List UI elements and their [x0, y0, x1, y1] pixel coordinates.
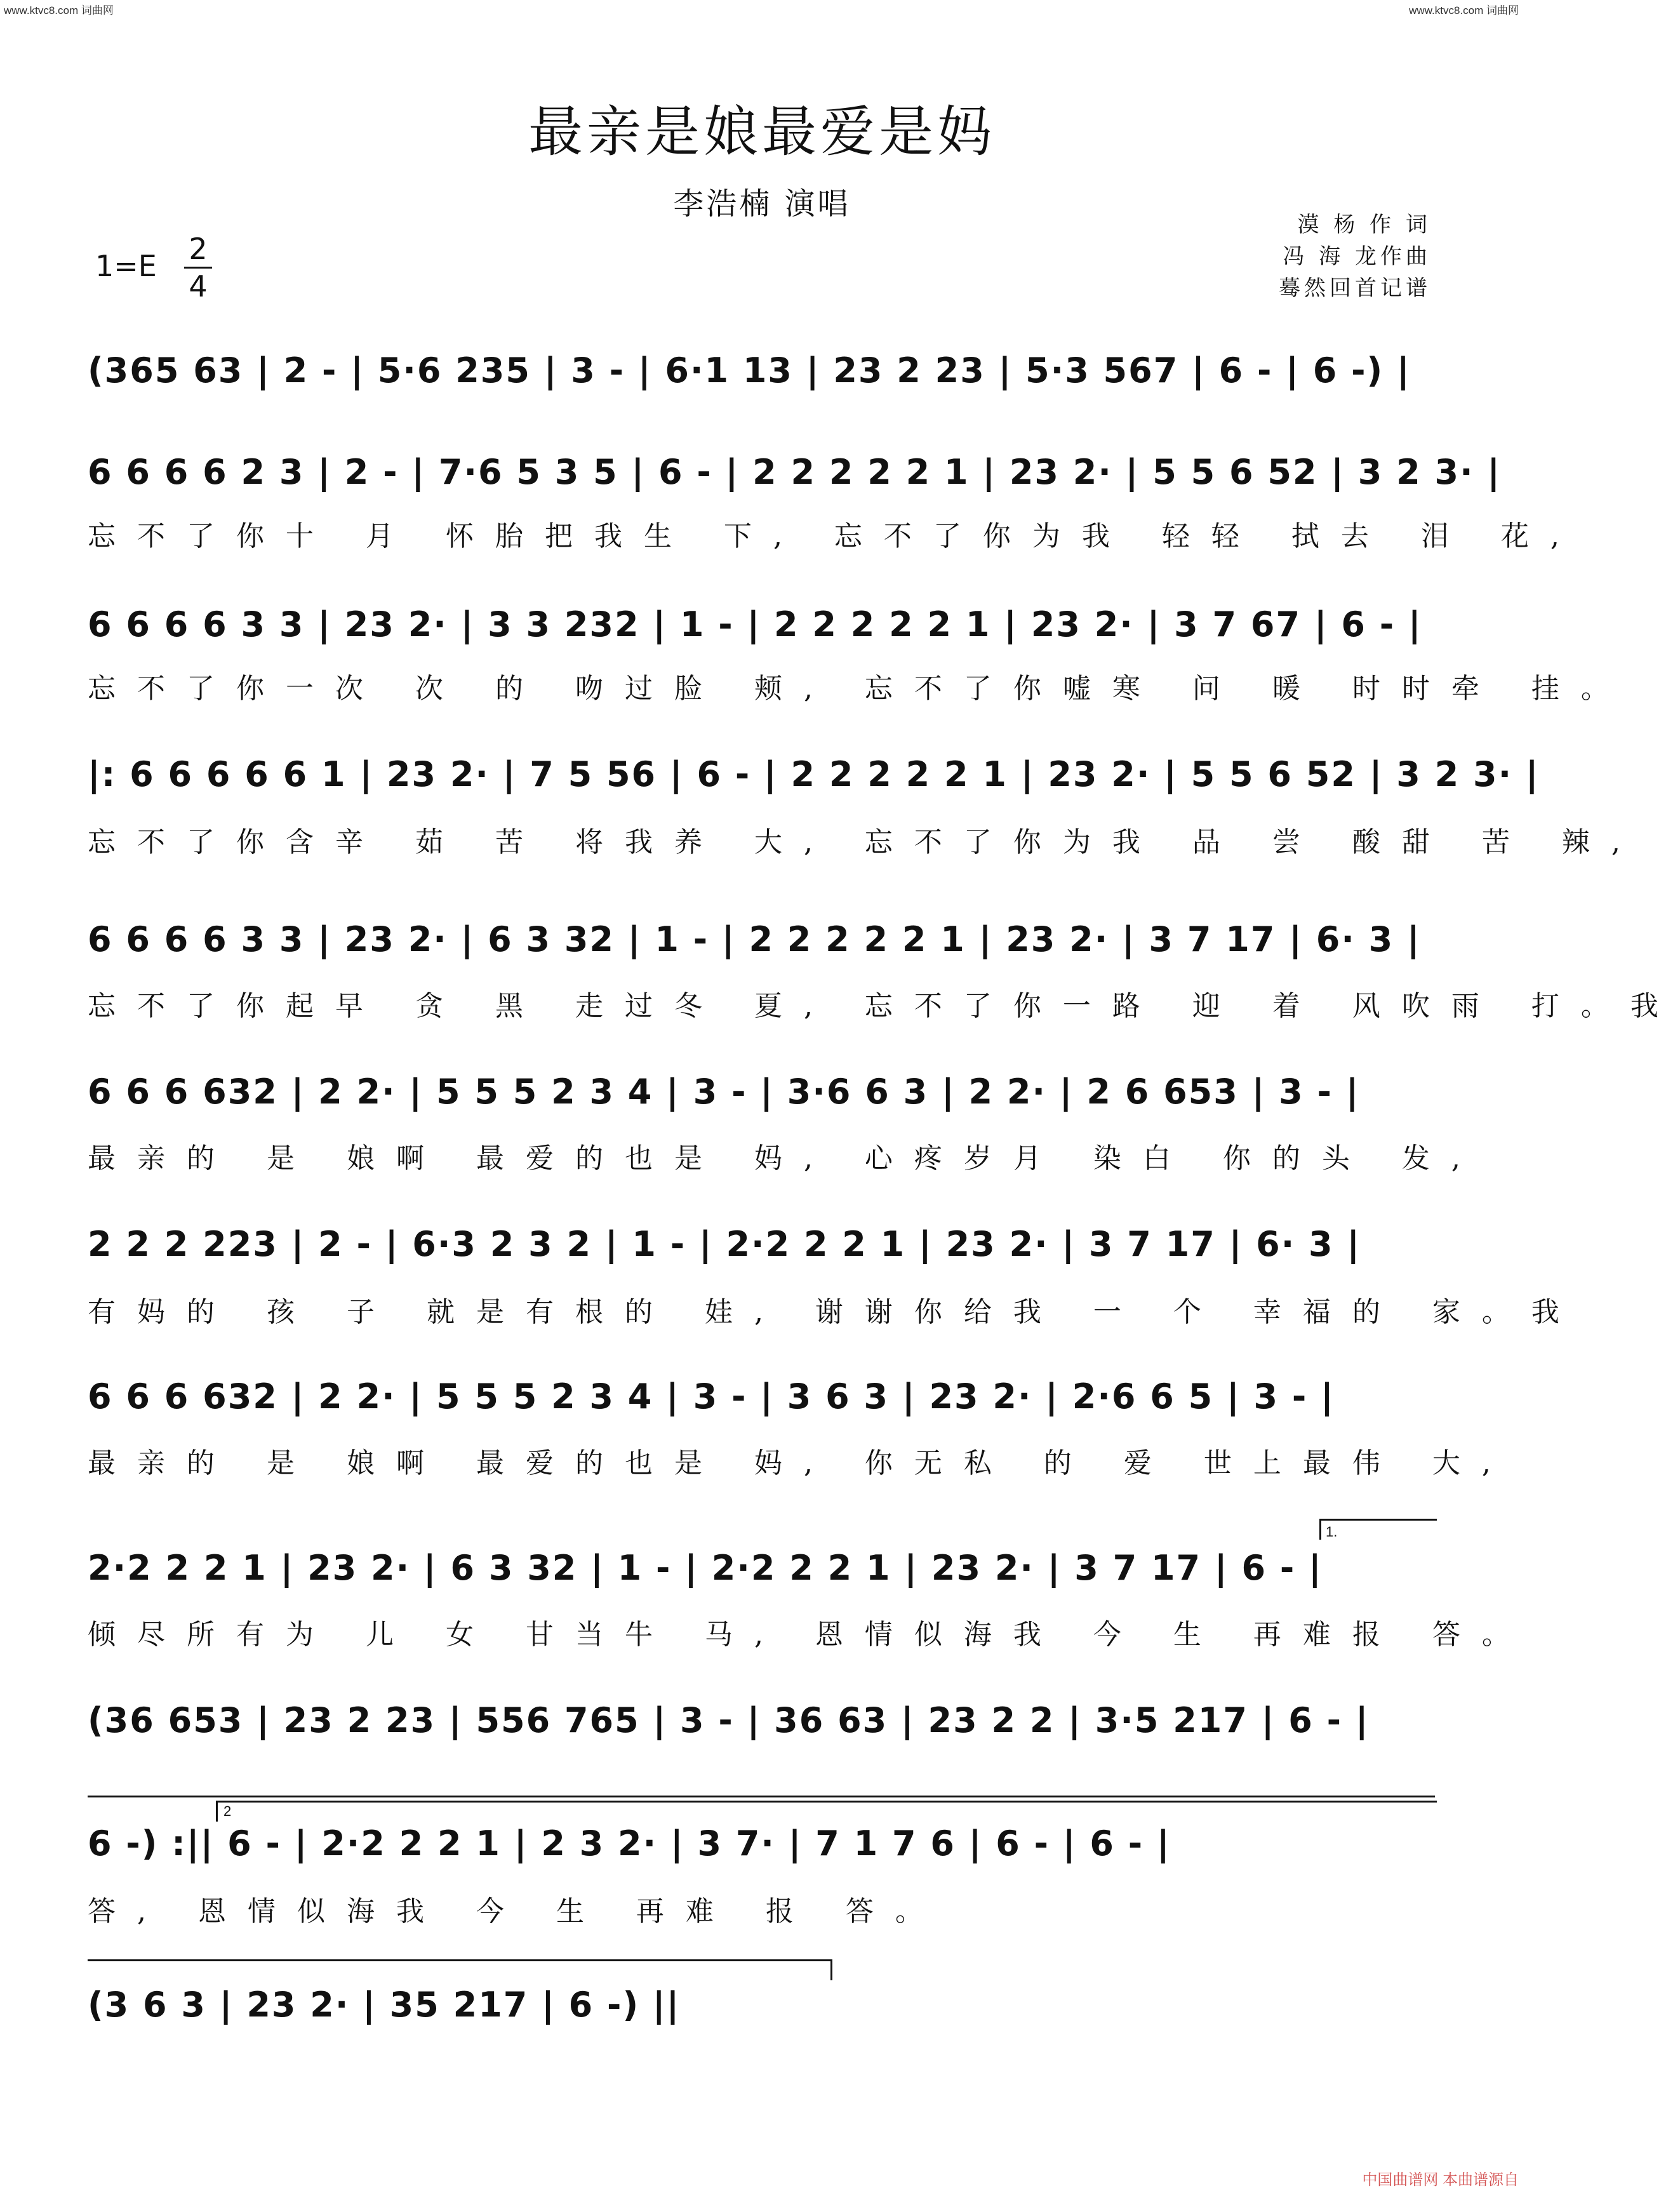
score-line-10-notes: (36 653 | 23 2 23 | 556 765 | 3 - | 36 63 | 23 2 2 | 3·5 217 | 6 - |	[88, 1700, 1370, 1740]
score-line-9-lyrics: 倾尽所有为 儿 女 甘当牛 马, 恩情似海我 今 生 再难报 答。	[88, 1618, 1531, 1651]
site-url-right: www.ktvc8.com 词曲网	[1409, 4, 1519, 17]
score-line-8-lyrics: 最亲的 是 娘啊 最爱的也是 妈, 你无私 的 爱 世上最伟 大,	[88, 1447, 1512, 1479]
score-line-6-notes: 6 6 6 632 | 2 2· | 5 5 5 2 3 4 | 3 - | 3·6 6 3 | 2 2· | 2 6 653 | 3 - |	[88, 1072, 1360, 1112]
transcriber-credit: 蓦然回首记谱	[1279, 276, 1431, 301]
score-line-9-notes: 2·2 2 2 1 | 23 2· | 6 3 32 | 1 - | 2·2 2 2 1 | 23 2· | 3 7 17 | 6 - |	[88, 1548, 1323, 1588]
score-line-7-lyrics: 有妈的 孩 子 就是有根的 娃, 谢谢你给我 一 个 幸福的 家。我	[88, 1296, 1581, 1328]
lyricist-credit: 漠 杨 作 词	[1297, 212, 1431, 237]
score-line-11-notes: 6 -) :|| 6 - | 2·2 2 2 1 | 2 3 2· | 3 7· | 7 1 7 6 | 6 - | 6 - |	[88, 1823, 1171, 1863]
time-signature-top: 2	[184, 231, 212, 269]
coda-bracket	[88, 1959, 832, 1980]
score-line-3-notes: 6 6 6 6 3 3 | 23 2· | 3 3 232 | 1 - | 2 2 2 2 2 1 | 23 2· | 3 7 67 | 6 - |	[88, 604, 1422, 644]
second-ending-bracket	[216, 1801, 1437, 1822]
score-line-3-lyrics: 忘不了你一次 次 的 吻过脸 颊, 忘不了你嘘寒 问 暖 时时牵 挂。	[88, 672, 1630, 705]
score-line-7-notes: 2 2 2 223 | 2 - | 6·3 2 3 2 | 1 - | 2·2 2 2 1 | 23 2· | 3 7 17 | 6· 3 |	[88, 1224, 1361, 1264]
score-line-11-lyrics: 答, 恩情似海我 今 生 再难 报 答。	[88, 1895, 945, 1928]
singer-line: 李浩楠 演唱	[673, 186, 851, 222]
score-line-4-lyrics: 忘不了你含辛 茹 苦 将我养 大, 忘不了你为我 品 尝 酸甜 苦 辣,	[88, 826, 1642, 858]
score-line-1-notes: (365 63 | 2 - | 5·6 235 | 3 - | 6·1 13 | 23 2 23 | 5·3 567 | 6 - | 6 -) |	[88, 350, 1411, 390]
score-line-5-lyrics: 忘不了你起早 贪 黑 走过冬 夏, 忘不了你一路 迎 着 风吹雨 打。我	[88, 990, 1680, 1022]
song-title: 最亲是娘最爱是妈	[528, 100, 996, 164]
site-url-left: www.ktvc8.com 词曲网	[4, 4, 114, 17]
score-line-6-lyrics: 最亲的 是 娘啊 最爱的也是 妈, 心疼岁月 染白 你的头 发,	[88, 1142, 1482, 1175]
score-line-12-notes: (3 6 3 | 23 2· | 35 217 | 6 -) ||	[88, 1985, 681, 2025]
time-signature	[184, 231, 212, 304]
key-signature: 1=E	[95, 249, 157, 283]
score-line-2-lyrics: 忘不了你十 月 怀胎把我生 下, 忘不了你为我 轻轻 拭去 泪 花,	[88, 520, 1581, 552]
score-line-5-notes: 6 6 6 6 3 3 | 23 2· | 6 3 32 | 1 - | 2 2 2 2 2 1 | 23 2· | 3 7 17 | 6· 3 |	[88, 919, 1421, 959]
score-line-8-notes: 6 6 6 632 | 2 2· | 5 5 5 2 3 4 | 3 - | 3 6 3 | 23 2· | 2·6 6 5 | 3 - |	[88, 1376, 1335, 1416]
score-line-4-notes: |: 6 6 6 6 6 1 | 23 2· | 7 5 56 | 6 - | 2 2 2 2 2 1 | 23 2· | 5 5 6 52 | 3 2 3· |	[88, 754, 1540, 794]
time-signature-bottom: 4	[189, 269, 208, 303]
composer-credit: 冯 海 龙作曲	[1283, 244, 1431, 269]
watermark: 中国曲谱网 本曲谱源自	[1362, 2171, 1519, 2189]
score-line-2-notes: 6 6 6 6 2 3 | 2 - | 7·6 5 3 5 | 6 - | 2 2 2 2 2 1 | 23 2· | 5 5 6 52 | 3 2 3· |	[88, 452, 1502, 492]
first-ending-label: 1.	[1326, 1524, 1338, 1540]
first-ending-continuation	[88, 1796, 1435, 1800]
second-ending-label: 2	[223, 1803, 232, 1819]
